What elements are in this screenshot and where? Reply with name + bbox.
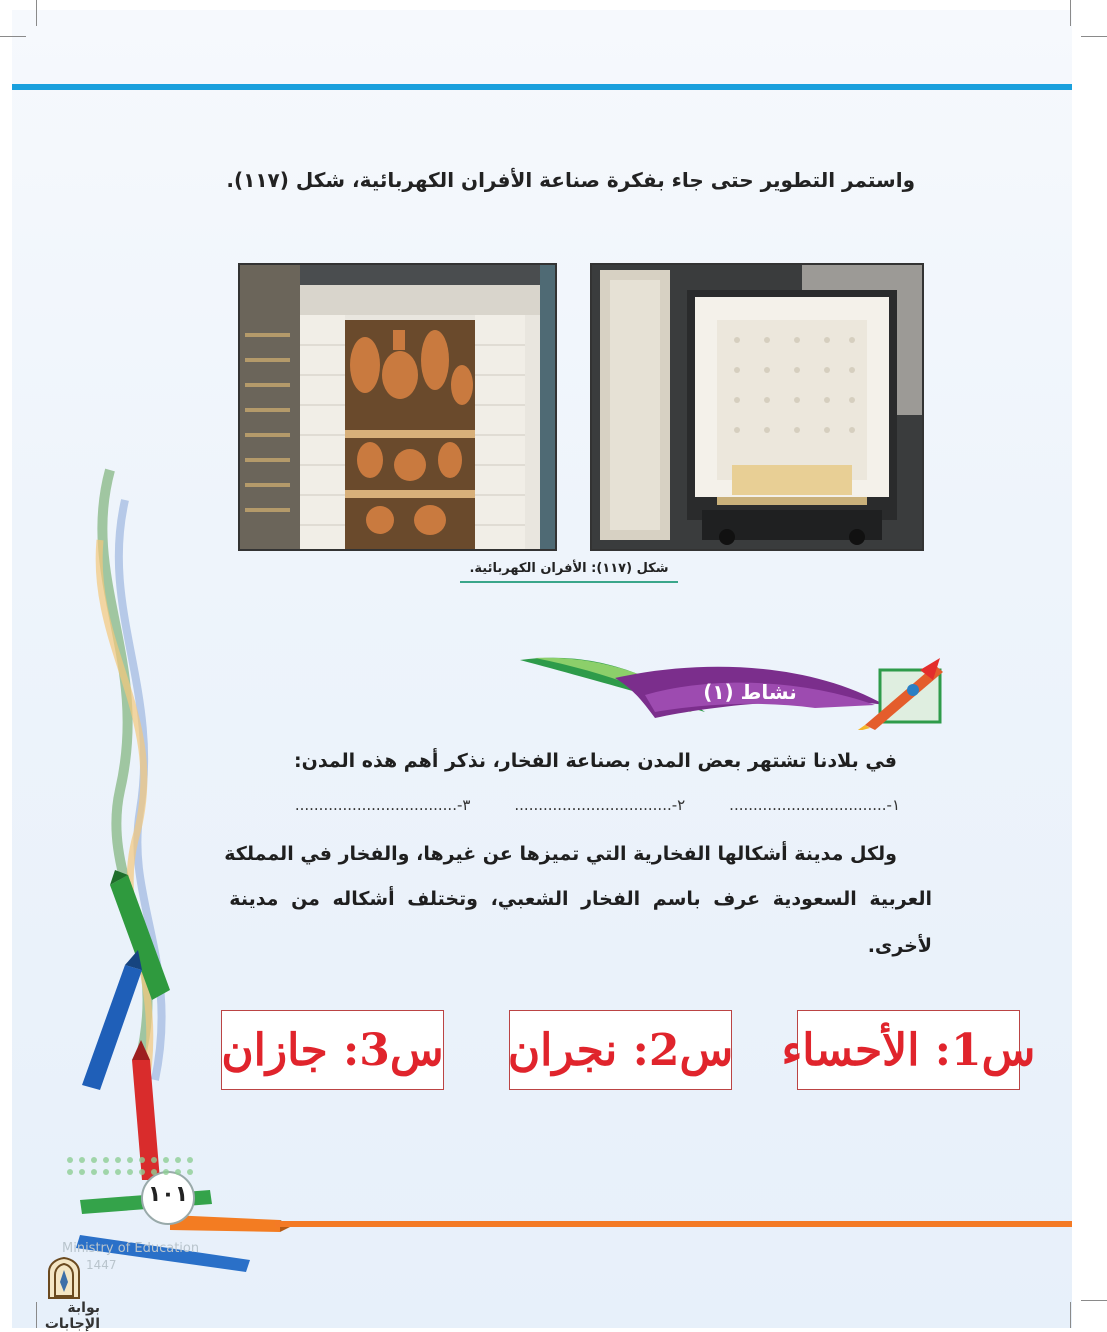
electric-kiln-photo xyxy=(590,263,924,551)
crop-mark xyxy=(36,0,37,26)
kiln-pottery-illustration xyxy=(240,265,555,549)
activity-prompt: في بلادنا تشتهر بعض المدن بصناعة الفخار، نذكر أهم هذه المدن: xyxy=(294,750,897,772)
paragraph-line-1: ولكل مدينة أشكالها الفخارية التي تميزها عن غيرها، والفخار في المملكة xyxy=(224,843,897,865)
crayons-illustration xyxy=(60,870,300,1290)
answer-blanks xyxy=(255,796,900,814)
crop-mark xyxy=(0,36,26,37)
crop-mark xyxy=(1081,36,1107,37)
ministry-text: Ministry of Education xyxy=(62,1241,200,1256)
top-accent-bar xyxy=(12,84,1072,90)
paragraph-line-2: العربية السعودية عرف باسم الفخار الشعبي، وتختلف أشكاله من مدينة xyxy=(229,888,932,910)
site-logo-icon xyxy=(44,1256,84,1300)
electric-kiln-illustration xyxy=(592,265,922,549)
bottom-accent-bar xyxy=(275,1221,1072,1227)
page-number: ١٠١ xyxy=(147,1182,189,1207)
site-logo-text: بوابة الإجابات xyxy=(44,1300,100,1332)
answer-box-2: س2: نجران xyxy=(509,1010,732,1090)
blank-1[interactable]: ١-................................. xyxy=(729,796,900,814)
answer-box-1: س1: الأحساء xyxy=(797,1010,1020,1090)
orange-crayon-icon xyxy=(170,1215,292,1232)
crop-mark xyxy=(1070,0,1071,26)
activity-title: نشاط (١) xyxy=(703,680,797,704)
intro-paragraph: واستمر التطوير حتى جاء بفكرة صناعة الأفران الكهربائية، شكل (١١٧). xyxy=(226,168,915,192)
green-crayon-icon xyxy=(110,870,170,1000)
figure-caption: شكل (١١٧): الأفران الكهربائية. xyxy=(460,561,678,583)
paragraph-line-3: لأخرى. xyxy=(867,935,932,957)
crop-mark xyxy=(1081,1300,1107,1301)
blank-3[interactable]: ٣-.................................. xyxy=(294,796,471,814)
kiln-pottery-photo xyxy=(238,263,557,551)
ministry-year: 1447 xyxy=(86,1258,117,1272)
crop-mark xyxy=(1070,1302,1071,1328)
answer-box-3: س3: جازان xyxy=(221,1010,444,1090)
blank-2[interactable]: ٢-................................. xyxy=(514,796,686,814)
